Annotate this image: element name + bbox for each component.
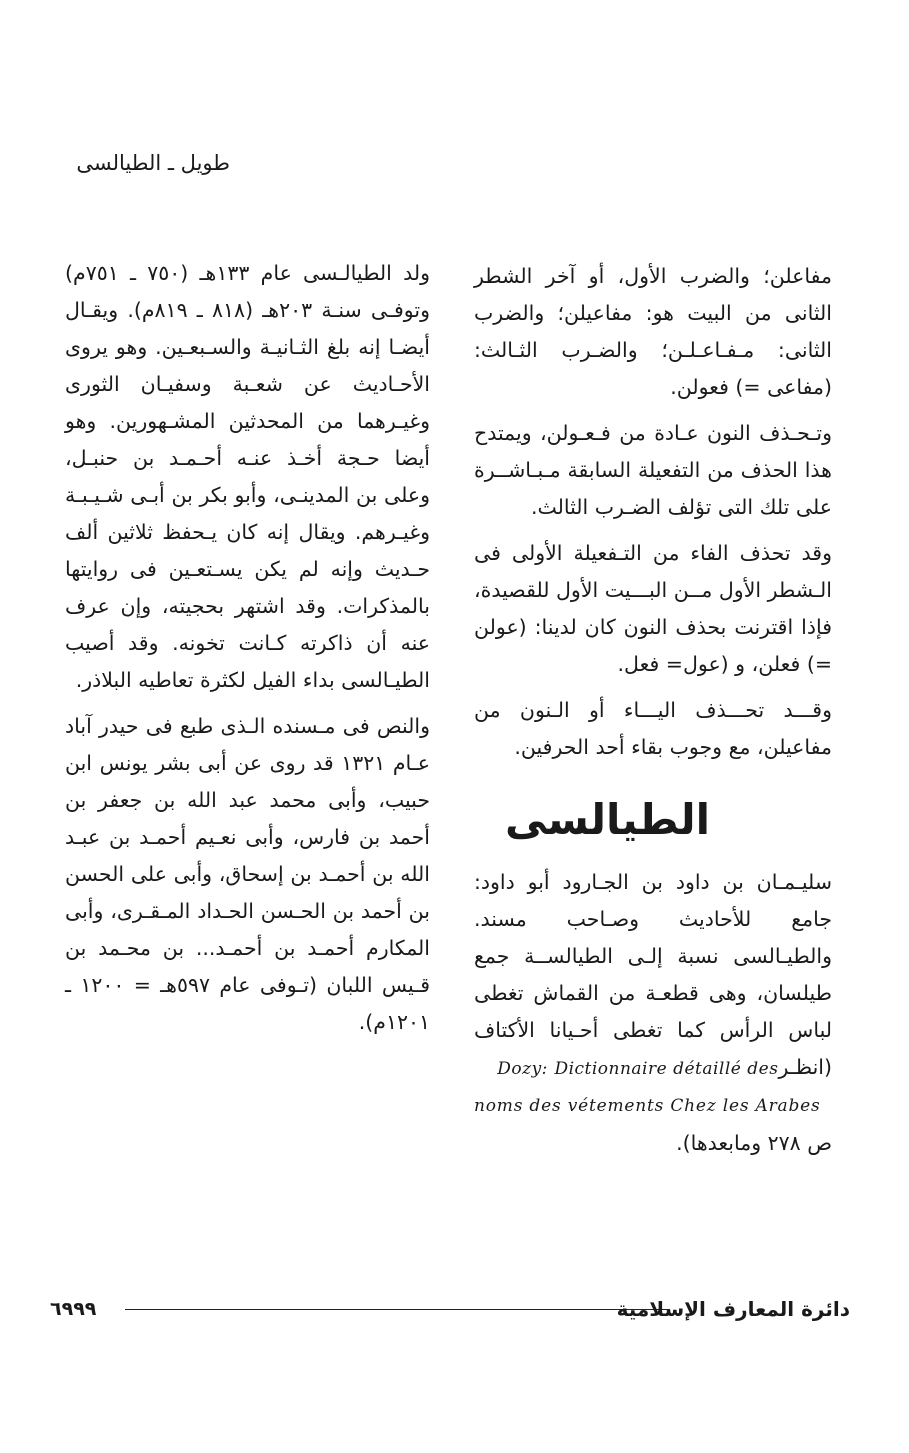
reference-open: (انظـر [778, 1055, 832, 1079]
running-head: طويل ـ الطيالسى [76, 151, 230, 175]
paragraph: وتـحـذف النون عـادة من فـعـولن، ويمتدح هذا الحذف من التفعيلة السابقة مـبـاشــرة على تلك التى تؤلف الضـرب الثالث. [474, 421, 832, 519]
paragraph: وقد تحذف الفاء من التـفعيلة الأولى فى الـشطر الأول مــن البـــيت الأول للقصيدة، فإذا اقترنت بحذف النون كان لدينا: (عولن =) فعلن، و (عول= فعل. [474, 541, 832, 676]
page-footer [50, 1294, 850, 1324]
left-column [65, 255, 430, 1050]
footer-rule [125, 1309, 670, 1310]
reference-title-line-1: Dictionnaire détaillé des [554, 1059, 779, 1079]
paragraph: مفاعلن؛ والضرب الأول، أو آخر الشطر الثانى من البيت هو: مفاعيلن؛ والضرب الثانى: مـفـاعـلـن؛ والضـرب الثـالث: (مفاعى =) فعولن. [474, 264, 832, 399]
paragraph: والنص فى مـسنده الـذى طبع فى حيدر آباد عـام ١٣٢١ قد روى عن أبى بشر يونس ابن حبيب، وأبى محمد عبد الله بن جعفر بن أحمد بن فارس، وأبى نعـيم أحمـد بن عبـد الله بن أحمـد بن إسحاق، وأبى على الحسن بن أحمد بن الحـسن الحـداد المـقـرى، وأبى المكارم أحمـد بن أحمـد... بن محـمد بن قـيس اللبان (تـوفى عام ٥٩٧هـ = ١٢٠٠ ـ ١٢٠١م). [65, 714, 430, 1034]
paragraph: وقـــد تحـــذف اليـــاء أو الـنون من مفاعيلن، مع وجوب بقاء أحد الحرفين. [474, 698, 832, 759]
reference-author: Dozy: [497, 1059, 548, 1079]
journal-name: دائرة المعارف الإسلامية [616, 1297, 850, 1321]
entry-text: سليـمـان بن داود بن الجـارود أبو داود: جامع للأحاديث وصـاحب مسند. والطيـالسى نسبة إلـى الطيالســة جمع طيلسان، وهى قطعـة من القماش تغطى لباس الرأس كما تغطى أحـيانا الأكتاف [474, 870, 832, 1042]
entry-paragraph [474, 864, 832, 1162]
entry-title: الطيالسى [505, 795, 710, 844]
reference-pages: ص ٢٧٨ ومابعدها). [676, 1131, 832, 1155]
right-column [474, 258, 832, 1162]
reference-title-line-2: noms des vétements Chez les Arabes [474, 1096, 821, 1116]
paragraph: ولد الطيالـسى عام ١٣٣هـ (٧٥٠ ـ ٧٥١م) وتوفـى سنـة ٢٠٣هـ (٨١٨ ـ ٨١٩م). ويقـال أيضـا إنه بلغ الثـانيـة والسـبعـين. وهو يروى الأحـاديث عن شعـبة وسفيـان الثورى وغيـرهما من المحدثين المشـهورين. وهو أيضا حـجة أخـذ عنـه أحـمـد بن حنبـل، وعلى بن المدينـى، وأبو بكر بن أبـى شـيـبـة وغيـرهم. ويقال إنه كان يـحفظ ثلاثين ألف حـديث وإنه لم يكن يسـتعـين فى روايتها بالمذكرات. وقد اشتهر بحجيته، وإن عرف عنه أن ذاكرته كـانت تخونه. وقد أصيب الطيـالسى بداء الفيل لكثرة تعاطيه البلاذر. [65, 261, 430, 692]
page-number: ٦٩٩٩ [50, 1298, 97, 1320]
